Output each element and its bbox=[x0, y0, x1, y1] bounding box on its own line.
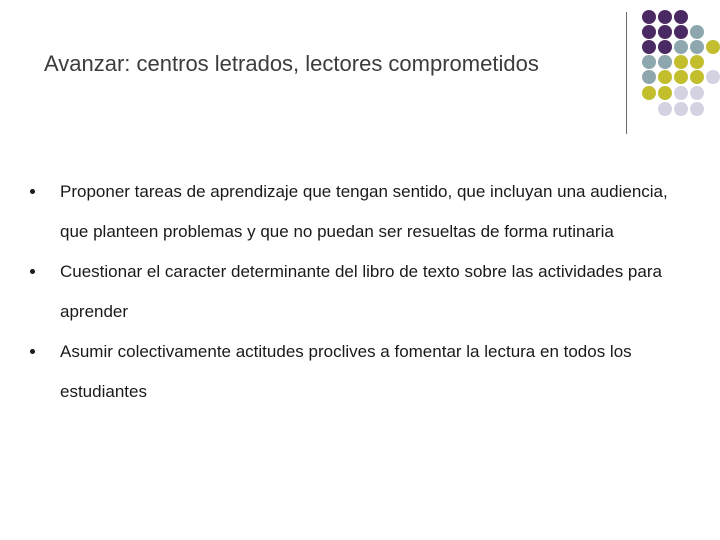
decor-dot bbox=[642, 55, 656, 69]
bullet-text: Proponer tareas de aprendizaje que tengan sentido, que incluyan una audiencia, que planteen problemas y que no puedan ser resueltas de forma rutinaria bbox=[60, 182, 668, 241]
decor-dot bbox=[658, 10, 672, 24]
decor-dot bbox=[674, 55, 688, 69]
decor-dot bbox=[690, 55, 704, 69]
decor-dot bbox=[674, 40, 688, 54]
bullet-dot-icon bbox=[30, 349, 35, 354]
bullet-text: Asumir colectivamente actitudes proclives a fomentar la lectura en todos los estudiantes bbox=[60, 342, 632, 401]
decor-dot bbox=[690, 70, 704, 84]
decor-dot bbox=[642, 86, 656, 100]
decor-dot bbox=[658, 70, 672, 84]
decor-dot bbox=[706, 40, 720, 54]
decor-dot bbox=[674, 10, 688, 24]
decor-dot bbox=[658, 102, 672, 116]
bullet-item bbox=[28, 172, 688, 252]
decor-dot bbox=[706, 70, 720, 84]
decor-dot bbox=[642, 25, 656, 39]
decor-dot bbox=[658, 86, 672, 100]
decor-dot bbox=[658, 25, 672, 39]
bullet-dot-icon bbox=[30, 269, 35, 274]
bullet-item bbox=[28, 332, 688, 412]
decor-dot bbox=[674, 102, 688, 116]
decorative-dot-grid bbox=[640, 10, 720, 122]
bullet-dot-icon bbox=[30, 189, 35, 194]
decor-dot bbox=[658, 40, 672, 54]
slide-title: Avanzar: centros letrados, lectores comprometidos bbox=[44, 51, 539, 76]
decor-dot bbox=[674, 25, 688, 39]
bullet-text: Cuestionar el caracter determinante del libro de texto sobre las actividades para aprender bbox=[60, 262, 662, 321]
decor-dot bbox=[690, 86, 704, 100]
decor-dot bbox=[642, 70, 656, 84]
decor-dot bbox=[674, 86, 688, 100]
decor-dot bbox=[690, 102, 704, 116]
decor-dot bbox=[658, 55, 672, 69]
decor-dot bbox=[690, 25, 704, 39]
decor-dot bbox=[674, 70, 688, 84]
title-divider-line bbox=[626, 12, 627, 134]
decor-dot bbox=[690, 40, 704, 54]
decor-dot bbox=[642, 40, 656, 54]
bullet-item bbox=[28, 252, 688, 332]
decor-dot bbox=[642, 10, 656, 24]
bullet-list bbox=[28, 172, 688, 412]
